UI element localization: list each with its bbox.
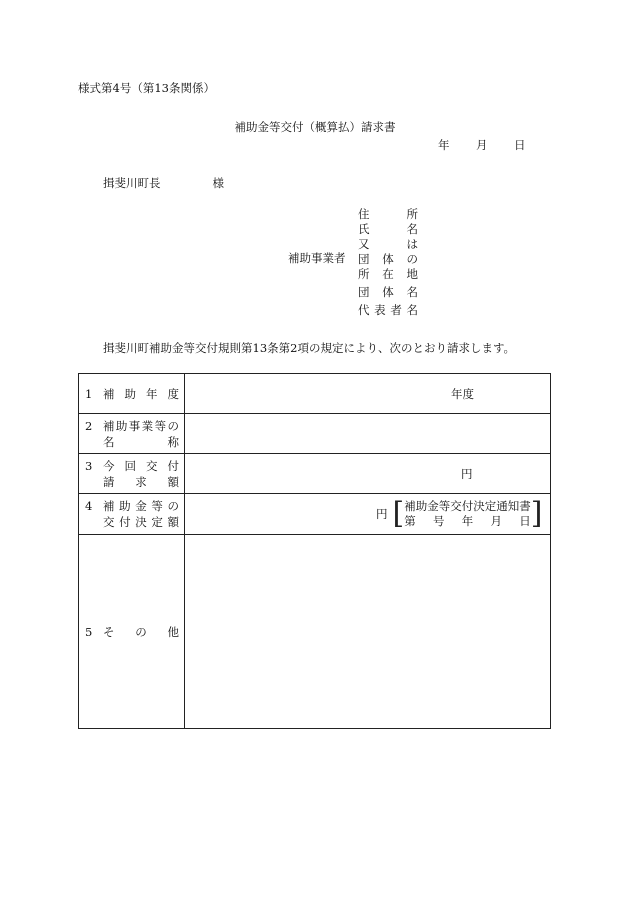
- yen-unit: 円: [461, 466, 473, 481]
- field-char: 名: [406, 222, 418, 236]
- applicant-field-label: [358, 251, 418, 267]
- label-char: 称: [167, 434, 179, 449]
- field-char: 住: [358, 207, 370, 221]
- label-char: 額: [167, 515, 179, 529]
- notice-title: 補助金等交付決定通知書: [404, 499, 531, 513]
- row-label-line2: [103, 514, 179, 530]
- label-char: 助: [124, 386, 136, 401]
- row-number: 2: [85, 418, 93, 433]
- row-label: [103, 624, 179, 640]
- field-char: 体: [382, 285, 394, 299]
- label-char: の: [167, 418, 179, 433]
- row-label-line2: [103, 474, 179, 490]
- request-table: [78, 373, 551, 729]
- row-number: 1: [85, 386, 93, 401]
- field-char: 団: [358, 252, 370, 266]
- label-char: 等: [151, 499, 163, 513]
- right-bracket-icon: ]: [530, 496, 543, 531]
- field-char: 名: [406, 303, 418, 317]
- label-char: 決: [135, 515, 147, 529]
- applicant-field-label: [358, 221, 418, 237]
- label-char: 交: [146, 458, 158, 473]
- row-label: [103, 498, 179, 514]
- notice-char: 月: [490, 514, 502, 528]
- date-month: 月: [476, 138, 488, 152]
- applicant-field-label: [358, 302, 418, 318]
- field-char: 者: [390, 303, 402, 317]
- yen-unit: 円: [376, 507, 388, 521]
- label-char: 助: [115, 418, 128, 433]
- field-char: 氏: [358, 222, 370, 236]
- applicant-field-label: [358, 284, 418, 300]
- row-number: 5: [85, 624, 93, 639]
- label-char: そ: [103, 624, 115, 639]
- row-label-cell: [79, 494, 185, 535]
- request-text: 揖斐川町補助金等交付規則第13条第2項の規定により、次のとおり請求します。: [103, 341, 516, 355]
- field-char: は: [406, 237, 418, 251]
- fiscal-year-unit: 年度: [451, 386, 474, 401]
- notice-char: 号: [432, 514, 445, 528]
- label-char: 付: [167, 458, 179, 473]
- row-value-cell[interactable]: [185, 494, 551, 535]
- label-char: 名: [103, 434, 115, 449]
- field-char: 代: [358, 303, 370, 317]
- row-label-line2: [103, 434, 179, 450]
- field-char: 地: [406, 267, 418, 281]
- label-char: の: [135, 624, 147, 639]
- row-label: [103, 458, 179, 474]
- date-year: 年: [438, 138, 450, 152]
- addressee-suffix: 様: [212, 176, 224, 190]
- field-char: 在: [382, 267, 394, 281]
- label-char: 補: [103, 418, 115, 433]
- field-char: の: [406, 252, 418, 266]
- label-char: 等: [154, 418, 167, 433]
- label-char: 補: [103, 499, 115, 513]
- field-char: 団: [358, 285, 370, 299]
- label-char: 補: [103, 386, 115, 401]
- row-value-cell[interactable]: [185, 535, 551, 729]
- label-char: 今: [103, 458, 115, 473]
- date-line: [438, 137, 526, 153]
- left-bracket-icon: [: [392, 496, 405, 531]
- row-number: 4: [85, 499, 93, 513]
- applicant-label: 補助事業者: [288, 251, 346, 265]
- row-label-cell: [79, 535, 185, 729]
- addressee-name: 揖斐川町長: [103, 176, 161, 190]
- notice-char: 日: [519, 514, 531, 528]
- label-char: 額: [167, 474, 179, 489]
- row-label: [103, 418, 179, 434]
- row-label-cell: [79, 374, 185, 414]
- row-label-cell: [79, 454, 185, 494]
- field-char: 又: [358, 237, 370, 251]
- notice-char: 第: [404, 514, 416, 528]
- field-char: 名: [406, 285, 418, 299]
- notice-number-date: [404, 514, 531, 529]
- date-day: 日: [514, 138, 526, 152]
- row-label: [103, 386, 179, 402]
- label-char: 業: [141, 418, 154, 433]
- label-char: 度: [167, 386, 179, 401]
- table-row: [79, 535, 551, 729]
- applicant-field-label: [358, 266, 418, 282]
- label-char: 金: [135, 499, 147, 513]
- label-char: 求: [135, 474, 147, 489]
- field-char: 所: [406, 207, 418, 221]
- label-char: 助: [119, 499, 131, 513]
- row-number: 3: [85, 458, 93, 473]
- label-char: 他: [167, 624, 179, 639]
- applicant-field-label: [358, 206, 418, 222]
- notice-char: 年: [461, 514, 474, 528]
- label-char: 事: [128, 418, 141, 433]
- form-number: 様式第4号（第13条関係）: [78, 81, 215, 95]
- applicant-field-label: [358, 236, 418, 252]
- row-value-cell[interactable]: [185, 374, 551, 414]
- field-char: 表: [374, 303, 386, 317]
- label-char: 回: [124, 458, 136, 473]
- row-value-cell[interactable]: [185, 454, 551, 494]
- label-char: 請: [103, 474, 115, 489]
- table-row: [79, 414, 551, 454]
- label-char: の: [167, 499, 179, 513]
- addressee: [103, 175, 224, 191]
- field-char: 所: [358, 267, 370, 281]
- label-char: 年: [146, 386, 158, 401]
- table-row: [79, 374, 551, 414]
- table-row: [79, 494, 551, 535]
- field-char: 体: [382, 252, 394, 266]
- row-value-cell[interactable]: [185, 414, 551, 454]
- label-char: 定: [151, 515, 163, 529]
- decision-notice-reference: [392, 496, 543, 531]
- label-char: 付: [119, 515, 131, 529]
- row-label-cell: [79, 414, 185, 454]
- label-char: 交: [103, 515, 115, 529]
- document-title: 補助金等交付（概算払）請求書: [234, 120, 396, 134]
- table-row: [79, 454, 551, 494]
